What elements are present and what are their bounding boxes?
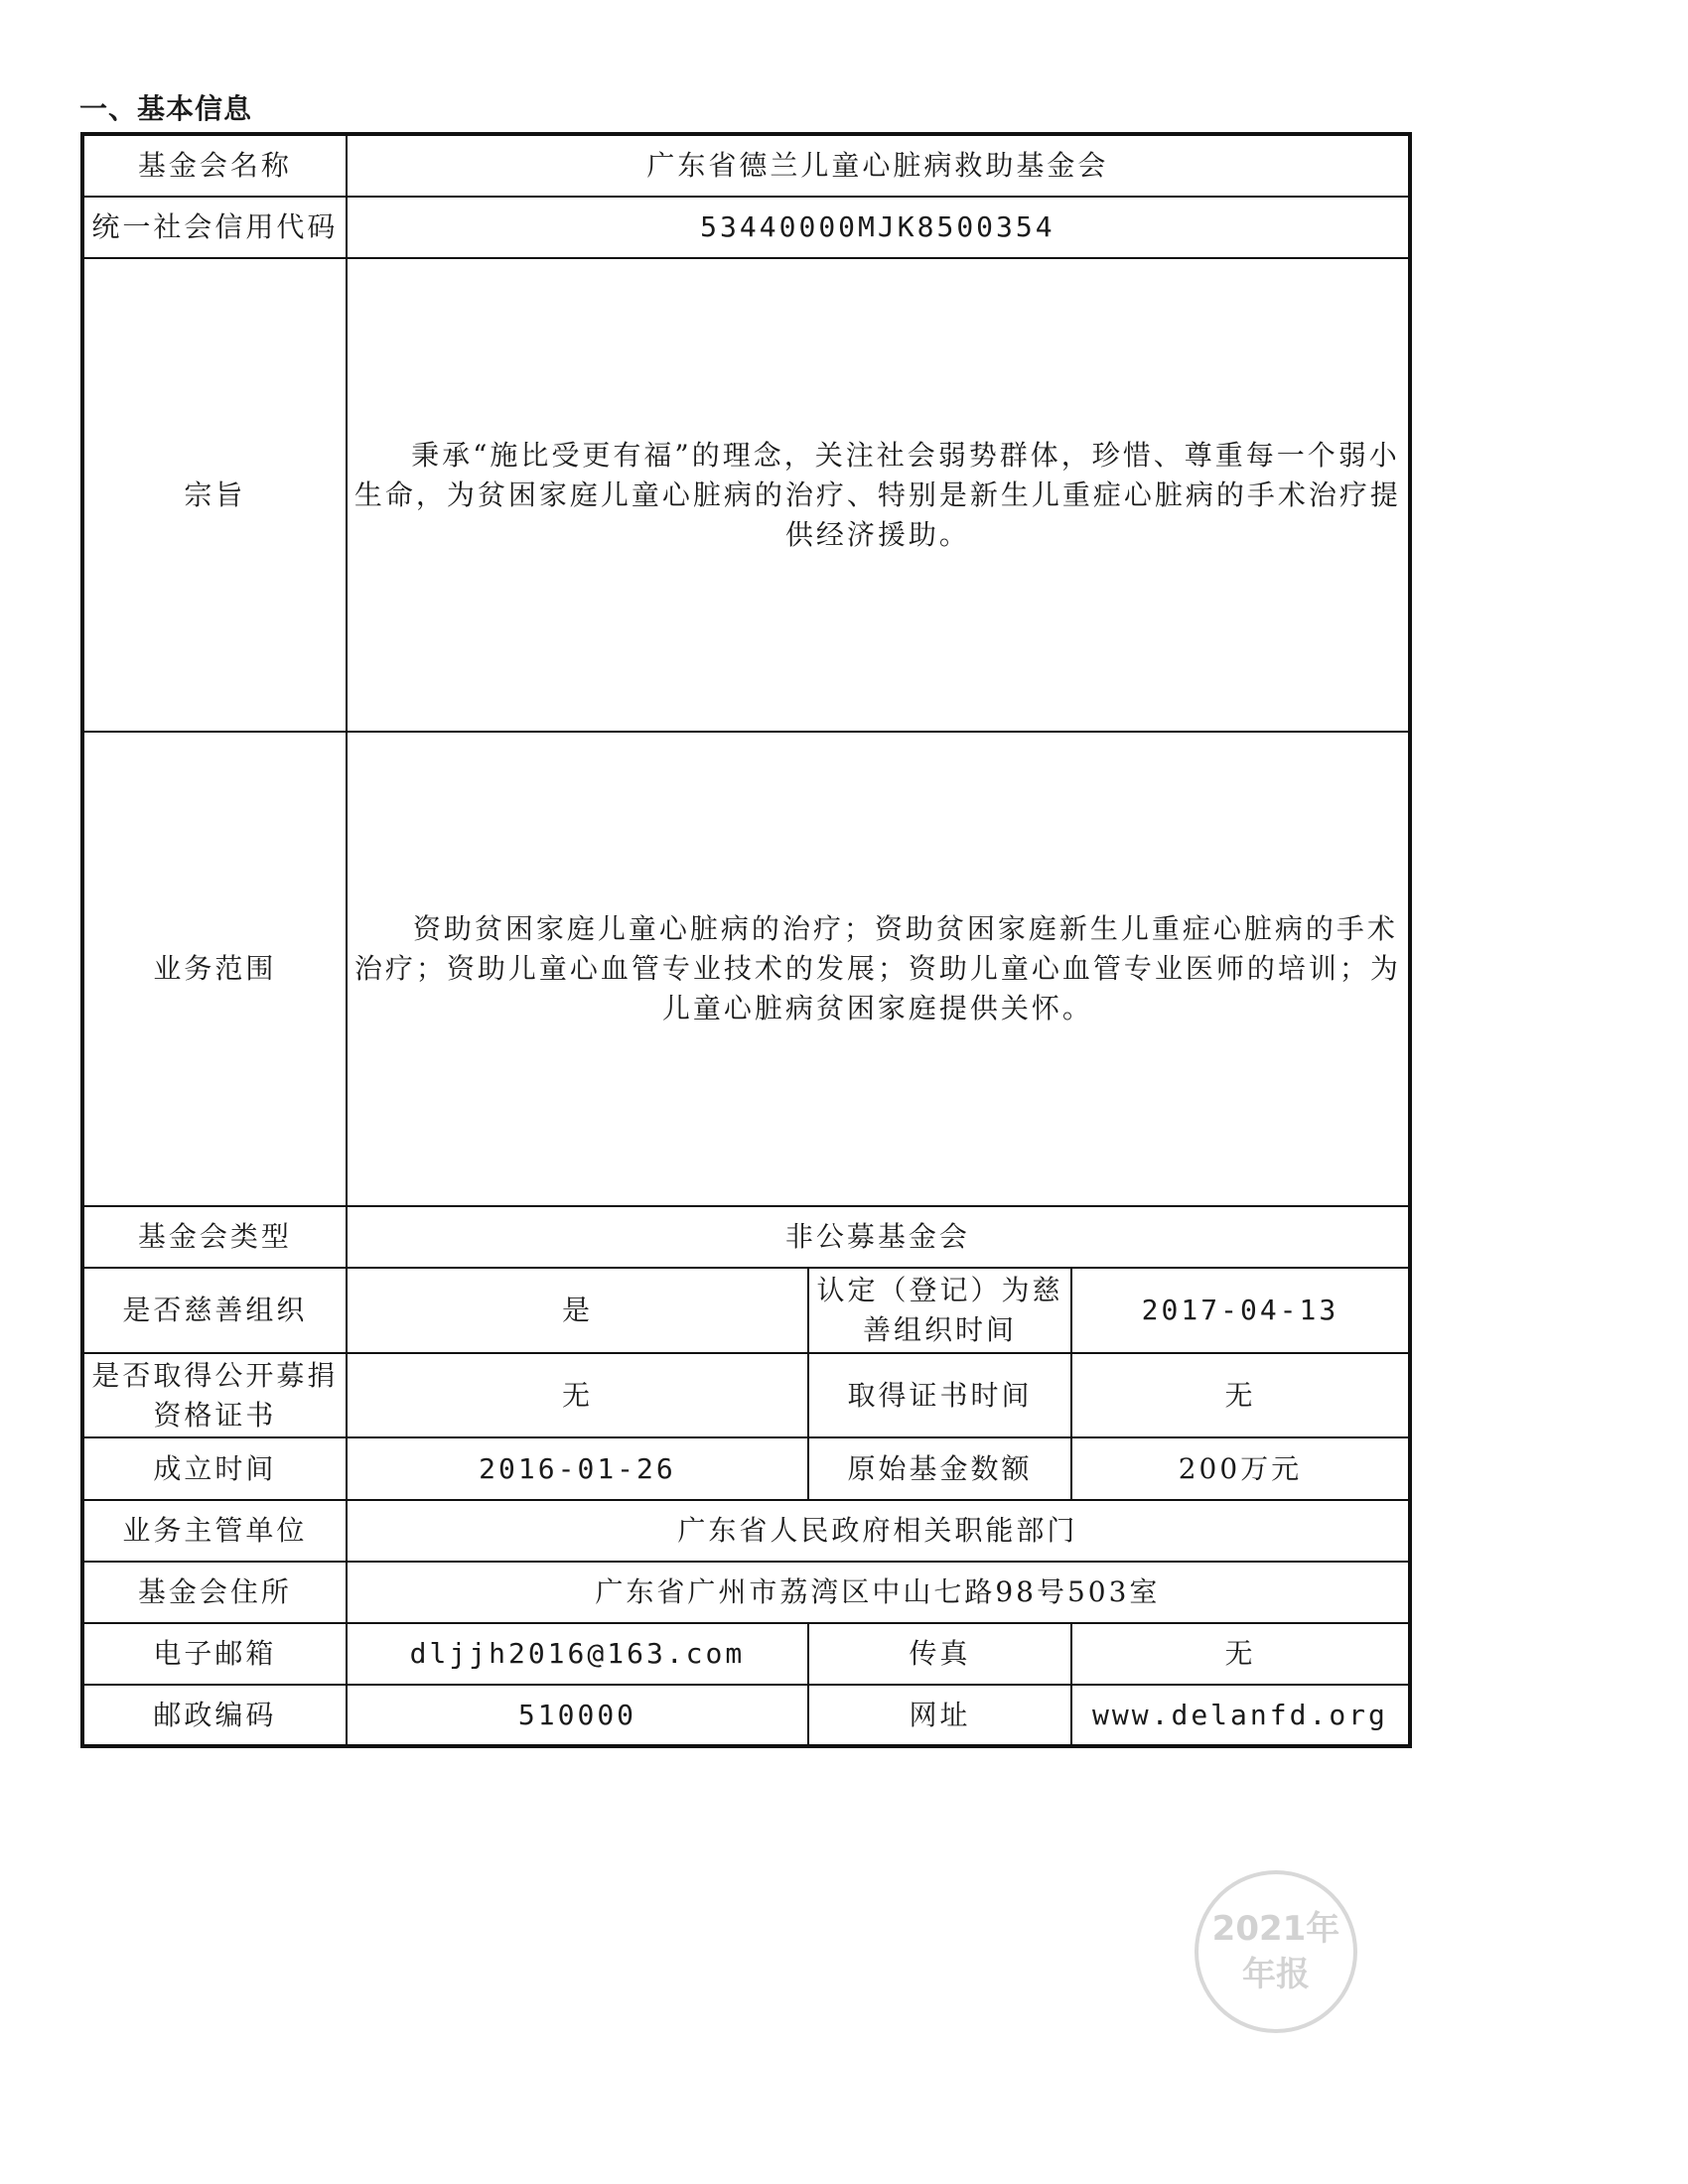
label-name: 基金会名称 <box>82 134 347 197</box>
value-name: 广东省德兰儿童心脏病救助基金会 <box>347 134 1410 197</box>
row-public-fundraising <box>82 1353 1410 1437</box>
row-supervisor <box>82 1500 1410 1562</box>
label-credit-code: 统一社会信用代码 <box>82 197 347 258</box>
row-postcode <box>82 1685 1410 1746</box>
row-established <box>82 1437 1410 1500</box>
stamp-year: 2021年 <box>1211 1909 1340 1949</box>
value-charity: 是 <box>347 1268 808 1353</box>
label-email: 电子邮箱 <box>82 1623 347 1685</box>
value-supervisor: 广东省人民政府相关职能部门 <box>347 1500 1410 1562</box>
row-name <box>82 134 1410 197</box>
label-charity-date: 认定（登记）为慈善组织时间 <box>808 1268 1071 1353</box>
row-scope <box>82 732 1410 1206</box>
row-credit-code <box>82 197 1410 258</box>
value-established: 2016-01-26 <box>347 1437 808 1500</box>
label-initial-fund: 原始基金数额 <box>808 1437 1071 1500</box>
label-public-fundraising: 是否取得公开募捐资格证书 <box>82 1353 347 1437</box>
label-website: 网址 <box>808 1685 1071 1746</box>
value-email: dljjh2016@163.com <box>347 1623 808 1685</box>
label-fax: 传真 <box>808 1623 1071 1685</box>
label-type: 基金会类型 <box>82 1206 347 1268</box>
row-address <box>82 1562 1410 1623</box>
row-charity <box>82 1268 1410 1353</box>
row-email <box>82 1623 1410 1685</box>
row-purpose <box>82 258 1410 732</box>
label-purpose: 宗旨 <box>82 258 347 732</box>
row-type <box>82 1206 1410 1268</box>
value-fax: 无 <box>1071 1623 1410 1685</box>
section-title: 一、基本信息 <box>79 92 253 125</box>
label-postcode: 邮政编码 <box>82 1685 347 1746</box>
stamp-label: 年报 <box>1242 1955 1310 1994</box>
value-website: www.delanfd.org <box>1071 1685 1410 1746</box>
label-scope: 业务范围 <box>82 732 347 1206</box>
value-scope: 资助贫困家庭儿童心脏病的治疗；资助贫困家庭新生儿重症心脏病的手术治疗；资助儿童心血管专业技术的发展；资助儿童心血管专业医师的培训；为儿童心脏病贫困家庭提供关怀。 <box>347 732 1410 1206</box>
value-certificate-date: 无 <box>1071 1353 1410 1437</box>
label-charity: 是否慈善组织 <box>82 1268 347 1353</box>
basic-info-table <box>80 132 1412 1748</box>
value-initial-fund: 200万元 <box>1071 1437 1410 1500</box>
label-supervisor: 业务主管单位 <box>82 1500 347 1562</box>
value-charity-date: 2017-04-13 <box>1071 1268 1410 1353</box>
annual-report-stamp <box>1195 1870 1357 2033</box>
value-credit-code: 53440000MJK8500354 <box>347 197 1410 258</box>
value-public-fundraising: 无 <box>347 1353 808 1437</box>
value-purpose: 秉承“施比受更有福”的理念，关注社会弱势群体，珍惜、尊重每一个弱小生命，为贫困家庭儿童心脏病的治疗、特别是新生儿重症心脏病的手术治疗提供经济援助。 <box>347 258 1410 732</box>
label-established: 成立时间 <box>82 1437 347 1500</box>
label-certificate-date: 取得证书时间 <box>808 1353 1071 1437</box>
value-type: 非公募基金会 <box>347 1206 1410 1268</box>
label-address: 基金会住所 <box>82 1562 347 1623</box>
value-address: 广东省广州市荔湾区中山七路98号503室 <box>347 1562 1410 1623</box>
value-postcode: 510000 <box>347 1685 808 1746</box>
